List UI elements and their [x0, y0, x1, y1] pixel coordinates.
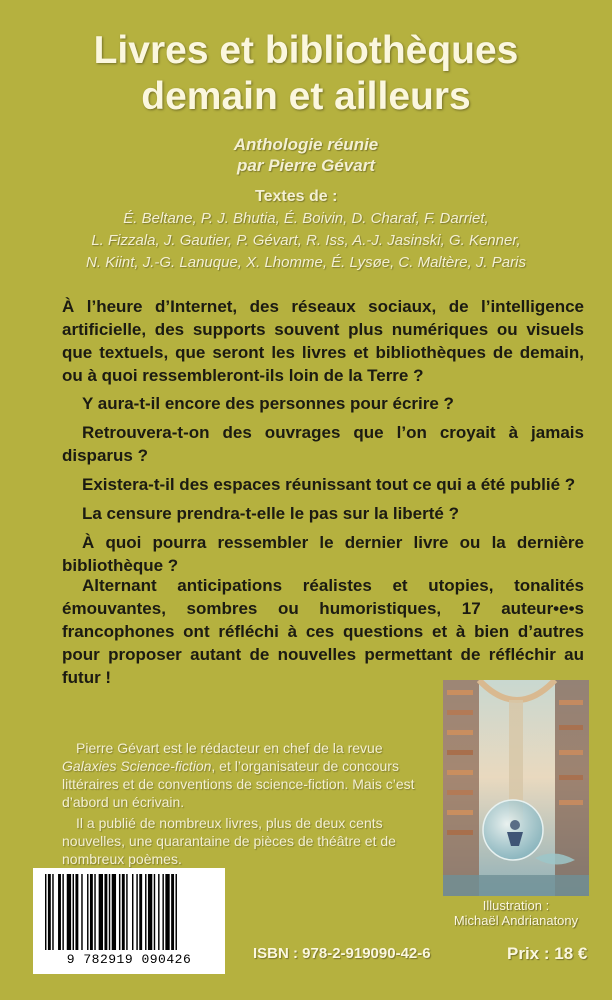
- barcode-bar: [52, 874, 53, 950]
- barcode-bar: [154, 874, 155, 950]
- barcode-bar: [104, 874, 107, 950]
- barcode-bar: [109, 874, 110, 950]
- illustration-credit: [425, 898, 607, 928]
- anthology-blurb: [62, 574, 584, 689]
- anthology-subtitle: [0, 134, 612, 176]
- question-spaces: Existera-t-il des espaces réunissant tout ce qui a été publié ?: [82, 475, 576, 494]
- barcode-bar: [122, 874, 125, 950]
- barcode-bar: [112, 874, 116, 950]
- title-line-2: demain et ailleurs: [141, 75, 471, 118]
- barcode-bar: [162, 874, 163, 950]
- barcode-bar: [94, 874, 95, 950]
- barcode-bar: [148, 874, 152, 950]
- barcode-bar: [62, 874, 63, 950]
- question-writers: Y aura-t-il encore des personnes pour écrire ?: [82, 394, 454, 413]
- cover-illustration: [443, 680, 589, 896]
- magazine-name: Galaxies Science-fiction: [62, 758, 212, 774]
- credit-label: Illustration :: [482, 898, 550, 913]
- barcode: [33, 868, 225, 974]
- illustrator-name: Michaël Andrianatony: [453, 913, 579, 928]
- authors-list: [40, 208, 572, 274]
- authors-line-2: L. Fizzala, J. Gautier, P. Gévart, R. Iss, A.-J. Jasinski, G. Kenner,: [91, 232, 521, 249]
- barcode-bar: [158, 874, 159, 950]
- bio-paragraph-2: Il a publié de nombreux livres, plus de deux cents nouvelles, une quarantaine de pièces de théâtre et de nombreux poèmes.: [62, 815, 396, 867]
- barcode-bar: [45, 874, 46, 950]
- subtitle-line-1: Anthologie réunie: [233, 135, 379, 154]
- barcode-bar: [73, 874, 74, 950]
- editor-bio: [62, 739, 430, 871]
- blurb-paragraph: Alternant anticipations réalistes et utopies, tonalités émouvantes, sombres ou humoristiques, 17 auteur•e•s francophones ont réfléchi à ces questions et à bien d’autres pour proposer autant de nouvelles permettant de réfléchir au futur !: [62, 576, 584, 687]
- bio-paragraph-1: [62, 739, 430, 811]
- title-line-1: Livres et bibliothèques: [93, 29, 519, 72]
- barcode-bar: [75, 874, 78, 950]
- question-lost-books: Retrouvera-t-on des ouvrages que l’on croyait à jamais disparus ?: [62, 423, 584, 465]
- barcode-bar: [139, 874, 142, 950]
- barcode-bar: [48, 874, 51, 950]
- intro-paragraph: À l’heure d’Internet, des réseaux sociaux, de l’intelligence artificielle, des supports souvent plus numériques ou visuels que textuels, que seront les livres et bibliothèques de demain, ou à quoi ressembleront-ils loin de la Terre ?: [62, 297, 584, 385]
- barcode-bar: [136, 874, 137, 950]
- barcode-bar: [126, 874, 127, 950]
- bio-text-a: Pierre Gévart est le rédacteur en chef de la revue: [76, 740, 383, 756]
- barcode-bar: [58, 874, 61, 950]
- barcode-bar: [171, 874, 174, 950]
- subtitle-line-2: par Pierre Gévart: [237, 156, 375, 175]
- intro-questions: [62, 295, 584, 583]
- bio-text-b: , et l’organisateur de concours littéraires et de conventions de science-fiction. Mais c’est d’abord un écrivain.: [62, 758, 415, 810]
- barcode-bar: [132, 874, 133, 950]
- barcode-bar: [176, 874, 177, 950]
- price: Prix : 18 €: [507, 944, 588, 963]
- barcode-bar: [99, 874, 103, 950]
- barcode-digits: 9 782919 090426: [66, 952, 192, 967]
- book-title: [0, 28, 612, 120]
- barcode-bar: [165, 874, 169, 950]
- question-censorship: La censure prendra-t-elle le pas sur la liberté ?: [82, 504, 459, 523]
- authors-heading: Textes de :: [255, 188, 338, 205]
- barcode-bars: [33, 868, 225, 952]
- barcode-bar: [81, 874, 82, 950]
- isbn: ISBN : 978-2-919090-42-6: [253, 945, 431, 962]
- question-last-book: À quoi pourra ressembler le dernier livre ou la dernière bibliothèque ?: [62, 533, 584, 575]
- barcode-bar: [119, 874, 120, 950]
- barcode-bar: [90, 874, 93, 950]
- authors-line-1: É. Beltane, P. J. Bhutia, É. Boivin, D. Charaf, F. Darriet,: [123, 210, 489, 227]
- authors-line-3: N. Kiint, J.-G. Lanuque, X. Lhomme, É. Lysøe, C. Maltère, J. Paris: [86, 254, 526, 271]
- barcode-bar: [145, 874, 146, 950]
- barcode-bar: [67, 874, 71, 950]
- barcode-bar: [87, 874, 88, 950]
